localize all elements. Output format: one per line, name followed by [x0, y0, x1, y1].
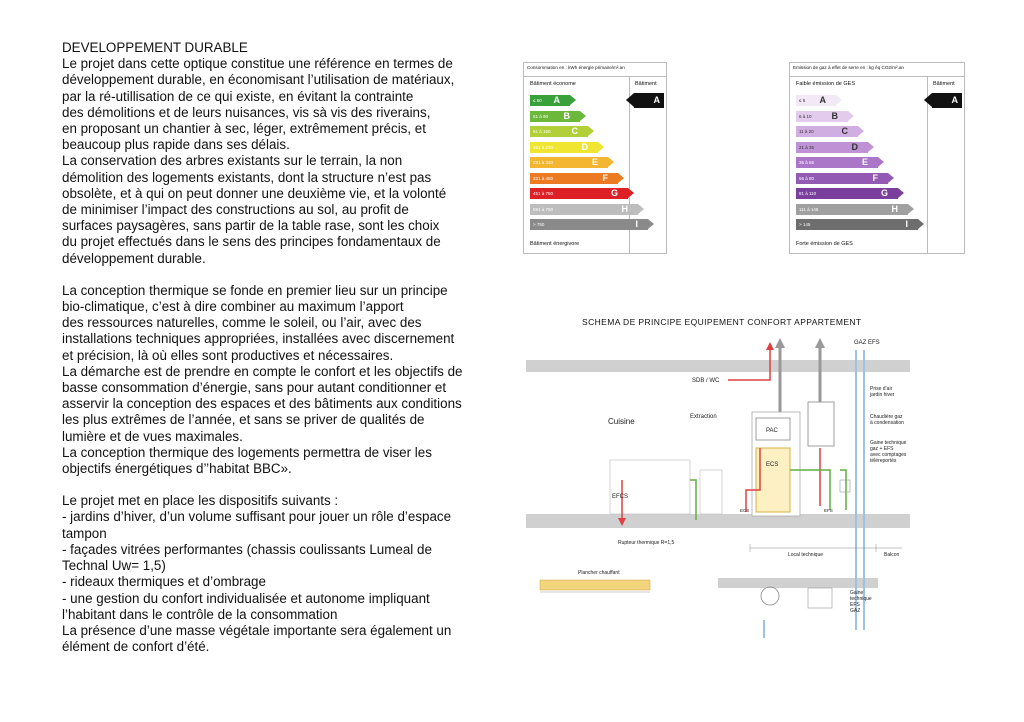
- ges_label-bar-h: [796, 204, 908, 215]
- meter: [840, 480, 850, 492]
- bar-range: 91 à 150: [533, 129, 551, 134]
- energy-label-header: Consommation en : kWh énergie primaire/m².an: [524, 63, 666, 77]
- bar-letter: C: [841, 126, 848, 136]
- ges-label-header: Emission de gaz à effet de serre en : kg éq CO2/m².an: [790, 63, 964, 77]
- text-line: obsolète, et à qui on peut donner une deuxième vie, et la volonté: [62, 185, 447, 201]
- bar-letter: C: [571, 126, 578, 136]
- energy-rating-tag: A: [634, 93, 664, 108]
- text-line: de minimiser l’impact des constructions au sol, au profit de: [62, 202, 409, 218]
- ges_label-bar-f: [796, 173, 888, 184]
- label-gaine2-4: GAZ: [850, 608, 861, 614]
- text-line: développement durable.: [62, 250, 206, 266]
- text-line: lumière et de vues maximales.: [62, 428, 243, 444]
- text-line: l’habitant dans le contrôle de la consommation: [62, 606, 338, 622]
- bar-letter: E: [861, 157, 868, 167]
- text-line: La conservation des arbres existants sur le terrain, la non: [62, 153, 403, 169]
- text-line: - rideaux thermiques et d’ombrage: [62, 574, 266, 590]
- energy_label-bar-c: [530, 126, 588, 137]
- ges-label-bottom: Forte émission de GES: [796, 241, 853, 247]
- energy_label-bar-a: [530, 95, 570, 106]
- label-prise-air-1: Prise d’air: [870, 386, 893, 392]
- text-line: Le projet met en place les dispositifs suivants :: [62, 493, 339, 509]
- text-line: surfaces paysagères, sans partir de la table rase, sont les choix: [62, 218, 440, 234]
- bar-range: ≤ 50: [533, 98, 542, 103]
- section-heading: DEVELOPPEMENT DURABLE: [62, 40, 248, 55]
- label-gaine-4: téléreportés: [870, 458, 897, 464]
- bar-range: 231 à 330: [533, 160, 554, 165]
- heated-floor: [540, 580, 650, 590]
- bar-letter: F: [602, 172, 608, 183]
- boiler: [808, 402, 834, 446]
- label-gaine2-3: EFS: [850, 602, 860, 608]
- energy_label-bar-g: [530, 188, 628, 199]
- text-column: [62, 40, 507, 655]
- text-line: du projet effectués dans le sens des principes fondamentaux de: [62, 234, 441, 250]
- label-gaine-3: avec comptages: [870, 452, 907, 458]
- energy-label-building: Bâtiment: [635, 81, 657, 87]
- bar-letter: A: [819, 95, 826, 105]
- energy_label-bar-i: [530, 219, 648, 230]
- label-extraction: Extraction: [690, 414, 717, 420]
- label-sdb-wc: SDB / WC: [692, 378, 720, 384]
- bar-range: 56 à 80: [799, 175, 815, 181]
- bar-letter: G: [610, 188, 618, 198]
- bar-letter: D: [581, 141, 588, 152]
- paragraph-1: [62, 56, 507, 153]
- equipment-schema-diagram: [520, 330, 920, 650]
- text-line: en proposant un chantier à sec, léger, extrêmement précis, et: [62, 121, 426, 137]
- label-pac: PAC: [766, 428, 778, 434]
- bar-range: 11 à 20: [799, 129, 814, 134]
- bar-letter: G: [880, 188, 888, 198]
- paragraph-3: [62, 283, 507, 364]
- ges_label-bar-i: [796, 219, 918, 230]
- label-local-technique: Local technique: [788, 552, 824, 558]
- energy_label-bar-f: [530, 173, 618, 184]
- label-gaine2-1: Gaine: [850, 590, 864, 596]
- energy_label-bar-e: [530, 157, 608, 168]
- text-line: bio-climatique, c’est à dire combiner au maximum l’apport: [62, 299, 404, 315]
- bar-letter: B: [831, 110, 838, 121]
- text-line: beaucoup plus rapide dans ses délais.: [62, 137, 290, 153]
- paragraph-5: [62, 445, 507, 477]
- ges_label-bar-b: [796, 111, 848, 122]
- text-line: installations techniques appropriées, installées avec discernement: [62, 331, 455, 347]
- text-line: élément de confort d’été.: [62, 639, 210, 655]
- bar-letter: H: [621, 203, 628, 214]
- text-line: La conception thermique se fonde en premier lieu sur un principe: [62, 282, 448, 298]
- energy_label-bar-h: [530, 204, 638, 215]
- text-line: objectifs énergétiques d’’habitat BBC».: [62, 461, 292, 477]
- label-efs-small: EFS: [824, 508, 833, 513]
- label-balcon: Balcon: [884, 552, 900, 558]
- ges-label-card: [789, 62, 965, 254]
- ges_label-bar-a: [796, 95, 836, 106]
- text-line: basse consommation d’énergie, sans pour autant conditionner et: [62, 380, 447, 396]
- label-ecs-small: ECS: [740, 508, 750, 513]
- ges_label-bar-e: [796, 157, 878, 168]
- bar-letter: A: [553, 95, 560, 105]
- energy-label-card: [523, 62, 667, 254]
- text-line: La présence d’une masse végétale importante sera également un: [62, 622, 452, 638]
- ges-label-building: Bâtiment: [933, 81, 955, 87]
- bar-range: 451 à 750: [533, 191, 554, 196]
- bar-range: 21 à 35: [799, 144, 815, 150]
- energy_label-bar-d: [530, 142, 598, 153]
- label-prise-air-2: jardin hiver: [870, 392, 895, 398]
- bar-range: 81 à 110: [799, 191, 817, 196]
- label-gaine-2: gaz + EFS: [870, 446, 894, 452]
- energy-label-bottom: Bâtiment énergivore: [530, 241, 580, 247]
- text-line: développement durable, en économisant l’utilisation de matériaux,: [62, 72, 455, 88]
- bar-letter: I: [905, 219, 908, 229]
- label-chaudiere-2: à condensation: [870, 420, 904, 426]
- text-line: La conception thermique des logements permettra de viser les: [62, 444, 432, 460]
- ges-label-top: Faible émission de GES: [796, 81, 855, 87]
- schema-title: SCHEMA DE PRINCIPE EQUIPEMENT CONFORT APPARTEMENT: [582, 317, 862, 327]
- ecs-tank: [756, 448, 790, 512]
- text-line: des ressources naturelles, comme le soleil, ou l’air, avec des: [62, 315, 422, 331]
- label-chaudiere-1: Chaudière gaz: [870, 414, 903, 420]
- text-line: et précision, là où elles sont productives et nécessaires.: [62, 347, 394, 363]
- ges_label-bar-d: [796, 142, 868, 153]
- label-rupteur: Rupteur thermique R=1,5: [618, 540, 675, 546]
- paragraph-4: [62, 364, 507, 445]
- bar-range: > 145: [799, 222, 811, 227]
- ceiling-slab: [526, 360, 910, 372]
- text-line: asservir la conception des espaces et des bâtiments aux conditions: [62, 396, 462, 412]
- lower-slab: [718, 578, 878, 588]
- bar-letter: E: [591, 157, 598, 167]
- text-line: Technal Uw= 1,5): [62, 558, 166, 574]
- label-cuisine: Cuisine: [608, 417, 635, 426]
- floor-slab: [526, 514, 910, 528]
- bar-letter: H: [891, 203, 898, 214]
- text-line: démolition des logements existants, dont la structure n’est pas: [62, 169, 432, 185]
- label-gaine-1: Gaine technique: [870, 440, 907, 446]
- paragraph-6: [62, 493, 507, 655]
- text-line: - une gestion du confort individualisée et autonome impliquant: [62, 590, 430, 606]
- bar-range: 36 à 55: [799, 160, 815, 165]
- ges_label-bar-c: [796, 126, 858, 137]
- bar-range: 111 à 145: [799, 206, 819, 212]
- bar-range: 51 à 90: [533, 113, 549, 119]
- text-line: Le projet dans cette optique constitue une référence en termes de: [62, 56, 453, 72]
- bar-letter: D: [851, 141, 858, 152]
- text-line: par la ré-utillisation de ce qui existe, en évitant la contrainte: [62, 88, 414, 104]
- energy-label-top: Bâtiment économe: [530, 81, 576, 87]
- text-line: tampon: [62, 525, 107, 541]
- text-line: La démarche est de prendre en compte le confort et les objectifs de: [62, 363, 463, 379]
- bar-letter: I: [635, 219, 638, 229]
- label-efcs: EFCS: [612, 494, 629, 500]
- bar-range: 151 à 230: [533, 144, 554, 150]
- label-plancher: Plancher chauffant: [578, 570, 620, 576]
- text-line: les plus extrêmes de l’année, et sans se priver de qualités de: [62, 412, 425, 428]
- text-line: - façades vitrées performantes (chassis coulissants Lumeal de: [62, 541, 432, 557]
- paragraph-2: [62, 153, 507, 266]
- label-gaine2-2: technique: [850, 596, 872, 602]
- ges-rating-tag: A: [932, 93, 962, 108]
- ges_label-bar-g: [796, 188, 898, 199]
- energy_label-bar-b: [530, 111, 580, 122]
- bar-letter: F: [872, 172, 878, 183]
- label-gaz-efs: GAZ EFS: [854, 340, 880, 346]
- bar-range: ≤ 5: [799, 98, 806, 103]
- bar-range: > 750: [533, 222, 545, 227]
- label-ecs: ECS: [766, 462, 779, 468]
- text-line: des démolitions et de leurs nuisances, vis sà vis des riverains,: [62, 104, 431, 120]
- bar-letter: B: [563, 110, 570, 121]
- text-line: - jardins d’hiver, d’un volume suffisant pour jouer un rôle d’espace: [62, 509, 452, 525]
- bar-range: 6 à 10: [799, 113, 812, 119]
- bar-range: 591 à 750: [533, 206, 554, 212]
- bar-range: 331 à 450: [533, 175, 554, 181]
